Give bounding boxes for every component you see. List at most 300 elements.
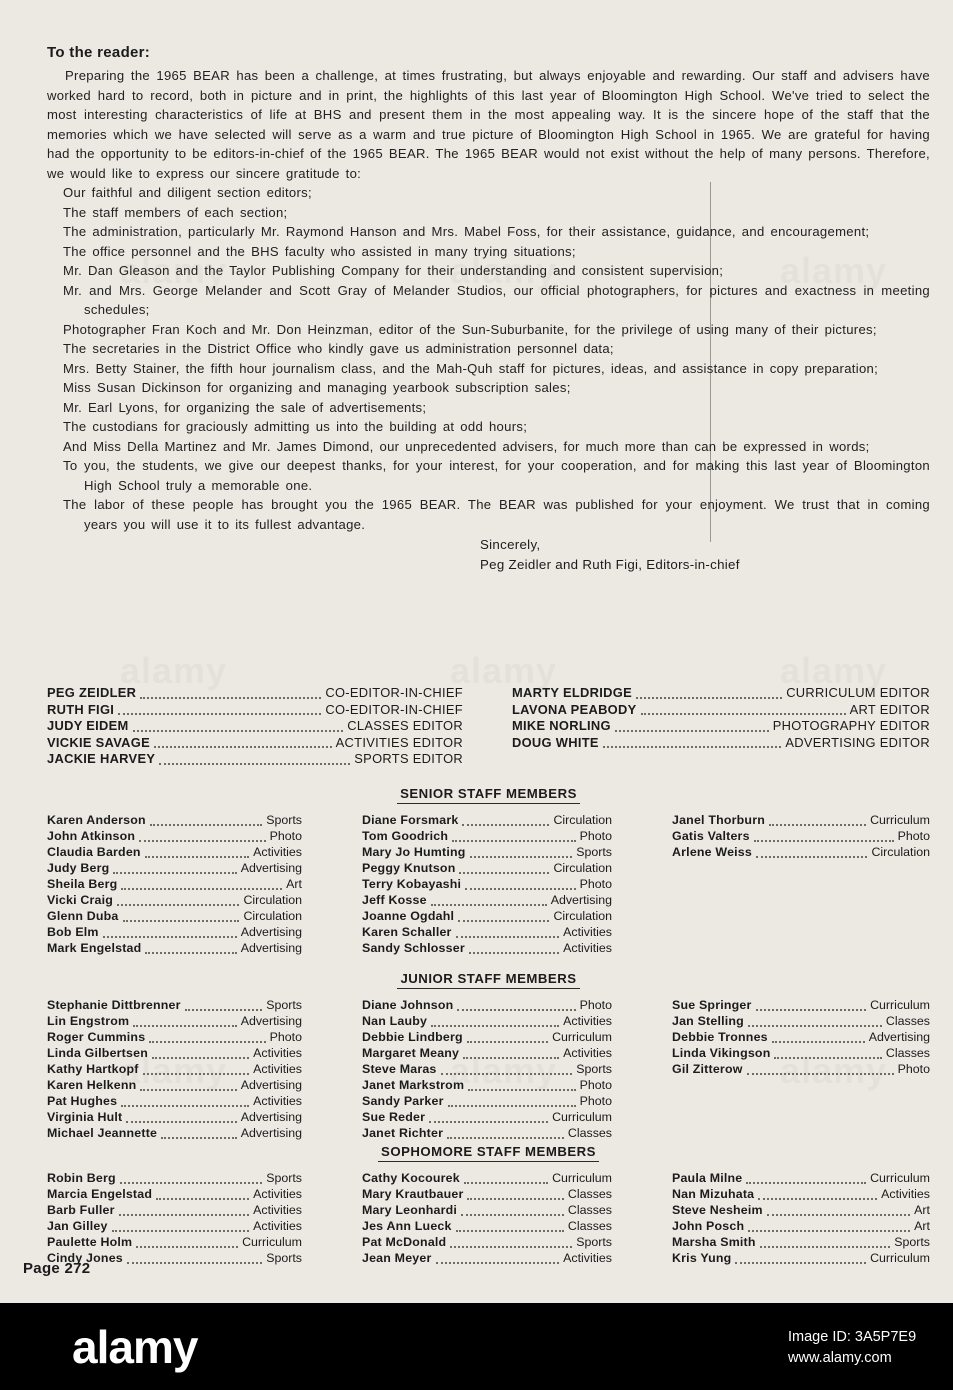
dotted-leader [159, 763, 350, 765]
staff-row [362, 1171, 612, 1187]
staff-role: Circulation [553, 861, 612, 875]
editor-name: DOUG WHITE [512, 734, 599, 750]
dotted-leader [461, 1214, 564, 1216]
staff-name: Judy Berg [47, 861, 110, 875]
staff-name: Cindy Jones [47, 1251, 123, 1265]
dotted-leader [126, 1121, 236, 1123]
staff-row [362, 1235, 612, 1251]
acknowledgement-list [47, 183, 930, 534]
section-heading-sophomore: SOPHOMORE STAFF MEMBERS [378, 1144, 599, 1162]
staff-name: Vicki Craig [47, 893, 114, 907]
dotted-leader [603, 746, 782, 748]
editor-row [47, 735, 463, 752]
section-heading-senior: SENIOR STAFF MEMBERS [397, 786, 580, 804]
staff-row [47, 1171, 302, 1187]
staff-role: Activities [253, 1046, 302, 1060]
dotted-leader [467, 1198, 563, 1200]
dotted-leader [457, 1009, 575, 1011]
dotted-leader [452, 840, 575, 842]
dotted-leader [139, 840, 265, 842]
editor-name: LAVONA PEABODY [512, 701, 637, 717]
staff-row [362, 1187, 612, 1203]
staff-row [362, 941, 612, 957]
dotted-leader [760, 1246, 891, 1248]
dotted-leader [772, 1041, 865, 1043]
sophomore-column-2 [362, 1171, 612, 1267]
staff-role: Activities [563, 1251, 612, 1265]
staff-row [672, 1030, 930, 1046]
staff-row [672, 1203, 930, 1219]
staff-role: Photo [579, 1078, 612, 1092]
staff-role: Circulation [871, 845, 930, 859]
editor-title: CURRICULUM EDITOR [786, 685, 930, 700]
page-number: Page 272 [23, 1260, 91, 1277]
staff-name: Virginia Hult [47, 1110, 123, 1124]
staff-columns [47, 1171, 930, 1267]
staff-name: Sandy Parker [362, 1094, 444, 1108]
dotted-leader [448, 1105, 576, 1107]
dotted-leader [758, 1198, 877, 1200]
staff-role: Advertising [240, 925, 302, 939]
editor-name: RUTH FIGI [47, 701, 115, 717]
staff-row [362, 861, 612, 877]
page-content [47, 44, 930, 1265]
staff-role: Curriculum [870, 1171, 930, 1185]
dotted-leader [140, 697, 321, 699]
staff-name: Sandy Schlosser [362, 941, 465, 955]
sophomore-column-3 [672, 1171, 930, 1267]
staff-name: Mark Engelstad [47, 941, 142, 955]
staff-row [362, 845, 612, 861]
staff-role: Activities [253, 1062, 302, 1076]
staff-name: Stephanie Dittbrenner [47, 998, 181, 1012]
staff-name: Janet Markstrom [362, 1078, 465, 1092]
dotted-leader [458, 920, 549, 922]
junior-column-3 [672, 998, 930, 1142]
staff-row [47, 998, 302, 1014]
dotted-leader [112, 1230, 250, 1232]
editors-column-right [512, 685, 930, 768]
dotted-leader [767, 1214, 910, 1216]
staff-role: Advertising [240, 1126, 302, 1140]
dotted-leader [127, 1262, 262, 1264]
staff-name: Michael Jeannette [47, 1126, 158, 1140]
staff-role: Circulation [553, 909, 612, 923]
staff-role: Activities [253, 1187, 302, 1201]
staff-columns [47, 813, 930, 957]
acknowledgement-item: The staff members of each section; [63, 204, 288, 220]
staff-name: Bob Elm [47, 925, 99, 939]
dotted-leader [447, 1137, 564, 1139]
staff-role: Sports [576, 1235, 612, 1249]
staff-role: Sports [576, 1062, 612, 1076]
staff-row [47, 1030, 302, 1046]
staff-role: Curriculum [552, 1110, 612, 1124]
staff-name: Roger Cummins [47, 1030, 146, 1044]
staff-name: Pat Hughes [47, 1094, 118, 1108]
staff-role: Circulation [553, 813, 612, 827]
alamy-logo: alamy [72, 1321, 198, 1373]
staff-name: Sue Reder [362, 1110, 426, 1124]
staff-role: Circulation [243, 909, 302, 923]
dotted-leader [150, 824, 262, 826]
staff-row [47, 1046, 302, 1062]
staff-name: Linda Gilbertsen [47, 1046, 148, 1060]
dotted-leader [431, 1025, 559, 1027]
dotted-leader [121, 1105, 249, 1107]
dotted-leader [748, 1025, 882, 1027]
staff-row [47, 941, 302, 957]
dotted-leader [756, 856, 867, 858]
dotted-leader [117, 904, 239, 906]
staff-name: Diane Forsmark [362, 813, 459, 827]
staff-name: Lin Engstrom [47, 1014, 130, 1028]
dotted-leader [429, 1121, 548, 1123]
senior-column-1 [47, 813, 302, 957]
staff-section-sophomore [47, 1143, 930, 1267]
dotted-leader [641, 713, 846, 715]
dotted-leader [436, 1262, 560, 1264]
editor-title: ACTIVITIES EDITOR [335, 734, 463, 750]
dotted-leader [469, 952, 559, 954]
acknowledgement-item: Mrs. Betty Stainer, the fifth hour journalism class, and the Mah-Quh staff for pictures, ideas, and assistance in copy preparation; [63, 360, 879, 376]
staff-role: Classes [567, 1187, 612, 1201]
dotted-leader [468, 1089, 575, 1091]
staff-row [47, 829, 302, 845]
staff-name: Jes Ann Lueck [362, 1219, 452, 1233]
dotted-leader [464, 1182, 548, 1184]
staff-role: Sports [266, 813, 302, 827]
staff-row [672, 845, 930, 861]
staff-name: Janet Richter [362, 1126, 444, 1140]
dotted-leader [103, 936, 237, 938]
staff-row [672, 1046, 930, 1062]
staff-role: Photo [897, 829, 930, 843]
acknowledgement-item: To you, the students, we give our deepest thanks, for your interest, for your cooperation, and for making this last year of Bloomington High School truly a memorable one. [63, 458, 930, 493]
staff-role: Classes [885, 1046, 930, 1060]
staff-name: Margaret Meany [362, 1046, 460, 1060]
staff-row [362, 829, 612, 845]
editors-column-left [47, 685, 463, 768]
dotted-leader [431, 904, 547, 906]
staff-row [672, 1171, 930, 1187]
staff-name: Mary Jo Humting [362, 845, 466, 859]
dotted-leader [746, 1182, 866, 1184]
dotted-leader [140, 1089, 236, 1091]
staff-row [362, 1046, 612, 1062]
dotted-leader [456, 936, 560, 938]
acknowledgement-item: The administration, particularly Mr. Raymond Hanson and Mrs. Mabel Foss, for their assistance, guidance, and encouragement; [63, 224, 870, 239]
staff-section-junior [47, 970, 930, 1142]
staff-row [672, 1062, 930, 1078]
staff-name: Gil Zitterow [672, 1062, 743, 1076]
editor-row [47, 702, 463, 719]
staff-role: Classes [567, 1203, 612, 1217]
signoff-names: Peg Zeidler and Ruth Figi, Editors-in-chief [480, 557, 740, 572]
section-heading-row [47, 1143, 930, 1162]
dotted-leader [161, 1137, 237, 1139]
staff-row [47, 1235, 302, 1251]
staff-role: Advertising [550, 893, 612, 907]
editor-row [512, 735, 930, 752]
staff-row [672, 1251, 930, 1267]
staff-role: Curriculum [870, 813, 930, 827]
staff-name: Jeff Kosse [362, 893, 427, 907]
staff-name: Debbie Lindberg [362, 1030, 463, 1044]
dotted-leader [747, 1073, 894, 1075]
staff-role: Art [914, 1219, 930, 1233]
staff-role: Sports [266, 1171, 302, 1185]
dotted-leader [456, 1230, 564, 1232]
staff-row [362, 813, 612, 829]
staff-name: Marsha Smith [672, 1235, 756, 1249]
staff-role: Activities [253, 845, 302, 859]
staff-row [47, 1094, 302, 1110]
staff-row [362, 1203, 612, 1219]
editor-row [47, 718, 463, 735]
dotted-leader [774, 1057, 881, 1059]
staff-role: Curriculum [242, 1235, 302, 1249]
staff-name: Terry Kobayashi [362, 877, 462, 891]
staff-name: Arlene Weiss [672, 845, 752, 859]
staff-columns [47, 998, 930, 1142]
staff-row [47, 813, 302, 829]
staff-name: Diane Johnson [362, 998, 454, 1012]
dotted-leader [152, 1057, 249, 1059]
dotted-leader [136, 1246, 238, 1248]
staff-role: Photo [269, 829, 302, 843]
staff-row [362, 1251, 612, 1267]
staff-name: John Posch [672, 1219, 745, 1233]
staff-row [362, 925, 612, 941]
staff-name: Marcia Engelstad [47, 1187, 153, 1201]
dotted-leader [462, 824, 549, 826]
staff-role: Photo [579, 998, 612, 1012]
staff-role: Activities [563, 941, 612, 955]
staff-row [672, 1014, 930, 1030]
staff-row [47, 877, 302, 893]
staff-role: Advertising [240, 861, 302, 875]
staff-row [47, 925, 302, 941]
staff-name: Kris Yung [672, 1251, 732, 1265]
acknowledgement-item: Mr. Earl Lyons, for organizing the sale of advertisements; [63, 399, 427, 415]
editor-name: MIKE NORLING [512, 718, 611, 733]
editor-row [47, 751, 463, 768]
dotted-leader [756, 1009, 867, 1011]
dotted-leader [467, 1041, 548, 1043]
staff-role: Art [286, 877, 302, 891]
acknowledgement-item: Miss Susan Dickinson for organizing and managing yearbook subscription sales; [63, 380, 571, 395]
staff-role: Photo [579, 877, 612, 891]
staff-name: Paulette Holm [47, 1235, 133, 1249]
acknowledgement-item: The labor of these people has brought you the 1965 BEAR. The BEAR was published for your enjoyment. We trust that in coming years you will use it to its fullest advantage. [63, 497, 930, 532]
staff-row [47, 893, 302, 909]
staff-name: Jan Gilley [47, 1219, 108, 1233]
staff-role: Photo [897, 1062, 930, 1076]
dotted-leader [156, 1198, 249, 1200]
dotted-leader [748, 1230, 910, 1232]
staff-role: Classes [567, 1126, 612, 1140]
staff-name: Nan Mizuhata [672, 1187, 755, 1201]
staff-name: Joanne Ogdahl [362, 909, 455, 923]
section-heading-row [47, 785, 930, 804]
dotted-leader [615, 730, 769, 732]
staff-row [672, 1235, 930, 1251]
dotted-leader [154, 746, 332, 748]
staff-row [47, 1187, 302, 1203]
staff-role: Activities [253, 1219, 302, 1233]
junior-column-2 [362, 998, 612, 1142]
staff-row [47, 1203, 302, 1219]
sophomore-column-1 [47, 1171, 302, 1267]
dotted-leader [133, 1025, 236, 1027]
staff-name: Claudia Barden [47, 845, 141, 859]
editor-row [512, 702, 930, 719]
staff-row [47, 1110, 302, 1126]
acknowledgement-item: And Miss Della Martinez and Mr. James Dimond, our unprecedented advisers, for much more than can be expressed in words; [63, 438, 870, 454]
staff-row [672, 829, 930, 845]
dotted-leader [143, 1073, 249, 1075]
staff-role: Photo [579, 1094, 612, 1108]
staff-row [362, 998, 612, 1014]
staff-row [362, 909, 612, 925]
dotted-leader [145, 856, 249, 858]
acknowledgement-item: Our faithful and diligent section editors; [63, 185, 312, 200]
editor-title: SPORTS EDITOR [354, 751, 463, 766]
staff-row [47, 1126, 302, 1142]
staff-row [47, 861, 302, 877]
editor-row [47, 685, 463, 702]
staff-row [362, 1219, 612, 1235]
staff-role: Activities [563, 925, 612, 939]
staff-name: Nan Lauby [362, 1014, 428, 1028]
staff-name: Sue Springer [672, 998, 752, 1012]
staff-name: Pat McDonald [362, 1235, 447, 1249]
staff-role: Activities [253, 1203, 302, 1217]
junior-column-1 [47, 998, 302, 1142]
dotted-leader [636, 697, 782, 699]
staff-name: Sheila Berg [47, 877, 118, 891]
letter-to-reader [47, 44, 930, 575]
dotted-leader [735, 1262, 866, 1264]
staff-role: Activities [563, 1046, 612, 1060]
dotted-leader [450, 1246, 572, 1248]
dotted-leader [119, 1214, 250, 1216]
staff-role: Sports [266, 998, 302, 1012]
editor-title: ART EDITOR [849, 701, 930, 717]
staff-role: Curriculum [552, 1030, 612, 1044]
staff-row [47, 845, 302, 861]
staff-name: Robin Berg [47, 1171, 116, 1185]
acknowledgement-item: The custodians for graciously admitting us into the building at odd hours; [63, 419, 528, 434]
staff-name: Paula Milne [672, 1171, 743, 1185]
staff-row [362, 1094, 612, 1110]
acknowledgement-item: Photographer Fran Koch and Mr. Don Heinzman, editor of the Sun-Suburbanite, for the privilege of using many of their pictures; [63, 321, 877, 337]
staff-name: John Atkinson [47, 829, 136, 843]
staff-row [47, 1014, 302, 1030]
staff-role: Advertising [240, 1110, 302, 1124]
editor-row [512, 718, 930, 735]
staff-row [362, 1014, 612, 1030]
dotted-leader [121, 888, 282, 890]
staff-role: Circulation [243, 893, 302, 907]
senior-column-2 [362, 813, 612, 957]
editor-title: CLASSES EDITOR [347, 718, 463, 733]
staff-row [362, 1126, 612, 1142]
staff-name: Barb Fuller [47, 1203, 115, 1217]
staff-role: Photo [269, 1030, 302, 1044]
editor-title: CO-EDITOR-IN-CHIEF [325, 701, 463, 717]
signoff-sincerely: Sincerely, [480, 537, 541, 552]
staff-name: Mary Leonhardi [362, 1203, 458, 1217]
staff-name: Karen Helkenn [47, 1078, 137, 1092]
editor-name: PEG ZEIDLER [47, 685, 137, 700]
staff-name: Gatis Valters [672, 829, 750, 843]
alamy-footer-bar [0, 1303, 953, 1390]
acknowledgement-item: The secretaries in the District Office who kindly gave us administration personnel data; [63, 341, 614, 356]
staff-name: Jean Meyer [362, 1251, 432, 1265]
acknowledgement-item: Mr. and Mrs. George Melander and Scott Gray of Melander Studios, our official photographers, for pictures and exactness in meeting schedules; [63, 282, 930, 317]
dotted-leader [133, 730, 344, 732]
staff-role: Activities [253, 1094, 302, 1108]
dotted-leader [120, 1182, 262, 1184]
dotted-leader [145, 952, 236, 954]
staff-row [672, 1219, 930, 1235]
letter-intro: Preparing the 1965 BEAR has been a challenge, at times frustrating, but always enjoyable and rewarding. Our staff and advisers have worked hard to record, both in picture and in print, the highlights of this last year of Bloomington High School. We've tried to select the most interesting characteristics of life at BHS and present them in the most appealing way. It is the sincere hope of the staff that the memories which we have selected will serve as a warm and true picture of Bloomington High School in 1965. We are grateful for having had the opportunity to be editors-in-chief of the 1965 BEAR. The 1965 BEAR would not exist without the help of many persons. Therefore, we would like to express our sincere gratitude to: [47, 68, 930, 181]
dotted-leader [185, 1009, 263, 1011]
dotted-leader [470, 856, 573, 858]
staff-name: Debbie Tronnes [672, 1030, 768, 1044]
letter-heading: To the reader: [47, 44, 151, 61]
staff-row [362, 877, 612, 893]
staff-row [362, 1030, 612, 1046]
senior-column-3 [672, 813, 930, 957]
staff-row [672, 813, 930, 829]
editors-roster [47, 685, 930, 768]
editor-title: ADVERTISING EDITOR [785, 734, 930, 750]
dotted-leader [118, 713, 321, 715]
staff-role: Art [914, 1203, 930, 1217]
staff-name: Karen Anderson [47, 813, 146, 827]
staff-role: Classes [567, 1219, 612, 1233]
dotted-leader [769, 824, 866, 826]
staff-name: Karen Schaller [362, 925, 452, 939]
editor-name: MARTY ELDRIDGE [512, 685, 632, 700]
alamy-info [788, 1327, 916, 1369]
image-id-text: Image ID: 3A5P7E9 [788, 1329, 917, 1345]
staff-row [362, 1078, 612, 1094]
staff-role: Sports [894, 1235, 930, 1249]
staff-role: Classes [885, 1014, 930, 1028]
section-heading-junior: JUNIOR STAFF MEMBERS [397, 971, 579, 989]
staff-row [672, 1187, 930, 1203]
editor-name: JACKIE HARVEY [47, 751, 156, 766]
editor-row [512, 685, 930, 702]
staff-row [362, 893, 612, 909]
dotted-leader [113, 872, 236, 874]
dotted-leader [149, 1041, 265, 1043]
staff-row [672, 998, 930, 1014]
staff-role: Curriculum [552, 1171, 612, 1185]
staff-row [47, 1062, 302, 1078]
signoff [480, 535, 930, 575]
staff-name: Steve Maras [362, 1062, 437, 1076]
staff-role: Activities [881, 1187, 930, 1201]
staff-role: Advertising [868, 1030, 930, 1044]
staff-name: Janel Thorburn [672, 813, 765, 827]
staff-role: Sports [576, 845, 612, 859]
staff-row [47, 1078, 302, 1094]
